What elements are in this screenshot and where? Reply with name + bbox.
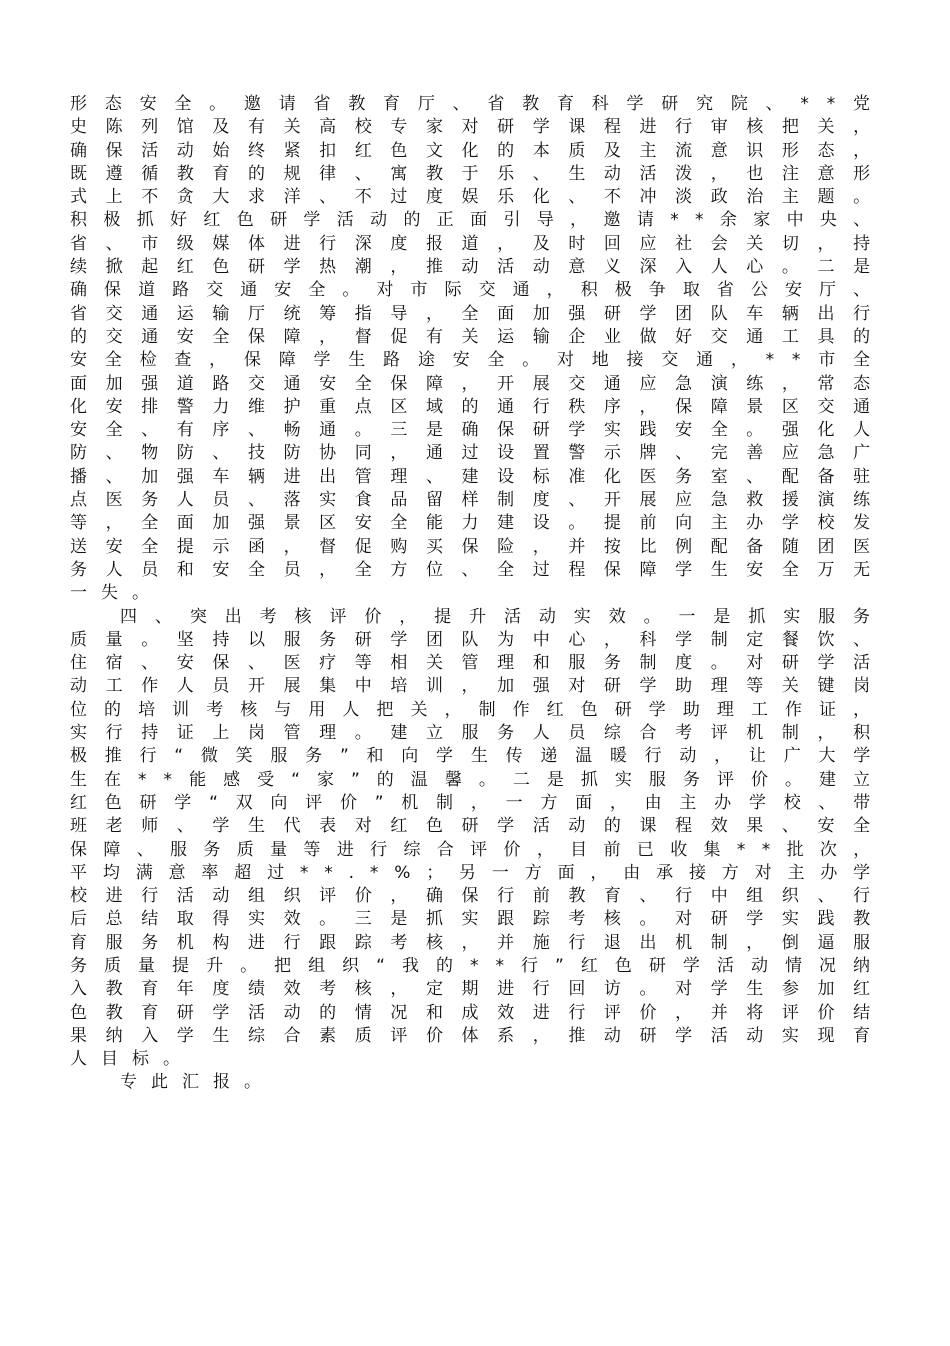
text-line: 人目标。	[70, 1049, 194, 1070]
text-line: 果 纳 入 学 生 综 合 素 质 评 价 体 系 ， 推 动 研 学 活 动 实 现 育	[70, 1025, 871, 1046]
text-line: 育 服 务 机 构 进 行 跟 踪 考 核 ， 并 施 行 退 出 机 制 ， 倒 逼 服	[70, 932, 871, 953]
text-line: 积 极 抓 好 红 色 研 学 活 动 的 正 面 引 导 ， 邀 请 * * 余 家 中 央 、	[70, 210, 871, 231]
text-line: 安 全 、 有 序 、 畅 通 。 三 是 确 保 研 学 实 践 安 全 。 强 化 人	[70, 420, 871, 441]
text-line: 续 掀 起 红 色 研 学 热 潮 ， 推 动 活 动 意 义 深 入 人 心 。 二 是	[70, 257, 871, 278]
text-line: 既 遵 循 教 育 的 规 律 、 寓 教 于 乐 、 生 动 活 泼 ， 也 注 意 形	[70, 163, 871, 184]
document-body	[70, 93, 870, 1095]
text-line: 安 全 检 查 ， 保 障 学 生 路 途 安 全 。 对 地 接 交 通 ， * * 市 全	[70, 350, 870, 371]
text-line: 校 进 行 活 动 组 织 评 价 ， 确 保 行 前 教 育 、 行 中 组 织 、 行	[70, 886, 871, 907]
text-line: 务 人 员 和 安 全 员 ， 全 方 位 、 全 过 程 保 障 学 生 安 全 万 无	[70, 559, 871, 580]
text-line: 化 安 排 警 力 维 护 重 点 区 域 的 通 行 秩 序 ， 保 障 景 区 交 通	[70, 396, 871, 417]
text-line: 一失。	[70, 583, 163, 604]
text-line: 四 、 突 出 考 核 评 价 ， 提 升 活 动 实 效 。 一 是 抓 实 服 务	[120, 606, 871, 627]
text-line: 式 上 不 贪 大 求 洋 、 不 过 度 娱 乐 化 、 不 冲 淡 政 治 主 题 。	[70, 187, 871, 208]
text-line: 红 色 研 学 “ 双 向 评 价 ” 机 制 ， 一 方 面 ， 由 主 办 学 校 、 带	[70, 792, 871, 813]
text-line: 班 老 师 、 学 生 代 表 对 红 色 研 学 活 动 的 课 程 效 果 、 安 全	[70, 816, 871, 837]
text-line: 动 工 作 人 员 开 展 集 中 培 训 ， 加 强 对 研 学 助 理 等 关 键 岗	[70, 676, 871, 697]
text-line: 生 在 * * 能 感 受 “ 家 ” 的 温 馨 。 二 是 抓 实 服 务 评 价 。 建 立	[70, 769, 870, 790]
text-line: 保 障 、 服 务 质 量 等 进 行 综 合 评 价 ， 目 前 已 收 集 * * 批 次 ，	[70, 839, 871, 860]
text-line: 省 、 市 级 媒 体 进 行 深 度 报 道 ， 及 时 回 应 社 会 关 切 ， 持	[70, 233, 871, 254]
text-line: 后 总 结 取 得 实 效 。 三 是 抓 实 跟 踪 考 核 。 对 研 学 实 践 教	[70, 909, 871, 930]
text-line: 防 、 物 防 、 技 防 协 同 ， 通 过 设 置 警 示 牌 、 完 善 应 急 广	[70, 443, 871, 464]
text-line: 质 量 。 坚 持 以 服 务 研 学 团 队 为 中 心 ， 科 学 制 定 餐 饮 、	[70, 629, 871, 650]
text-line: 确 保 活 动 始 终 紧 扣 红 色 文 化 的 本 质 及 主 流 意 识 形 态 ，	[70, 140, 871, 161]
text-line: 的 交 通 安 全 保 障 ， 督 促 有 关 运 输 企 业 做 好 交 通 工 具 的	[70, 326, 871, 347]
text-line: 点 医 务 人 员 、 落 实 食 品 留 样 制 度 、 开 展 应 急 救 援 演 练	[70, 490, 871, 511]
text-line: 史 陈 列 馆 及 有 关 高 校 专 家 对 研 学 课 程 进 行 审 核 把 关 ，	[70, 117, 871, 138]
text-line: 位 的 培 训 考 核 与 用 人 把 关 ， 制 作 红 色 研 学 助 理 工 作 证 ，	[70, 699, 871, 720]
text-line: 播 、 加 强 车 辆 进 出 管 理 、 建 设 标 准 化 医 务 室 、 配 备 驻	[70, 466, 871, 487]
text-line: 送 安 全 提 示 函 ， 督 促 购 买 保 险 ， 并 按 比 例 配 备 随 团 医	[70, 536, 871, 557]
text-line: 平 均 满 意 率 超 过 * * . * % ； 另 一 方 面 ， 由 承 接 方 对 主 办 学	[70, 862, 871, 883]
text-line: 极 推 行 “ 微 笑 服 务 ” 和 向 学 生 传 递 温 暖 行 动 ， 让 广 大 学	[70, 746, 871, 767]
text-line: 确 保 道 路 交 通 安 全 。 对 市 际 交 通 ， 积 极 争 取 省 公 安 厅 、	[70, 280, 871, 301]
text-line: 色 教 育 研 学 活 动 的 情 况 和 成 效 进 行 评 价 ， 并 将 评 价 结	[70, 1002, 871, 1023]
text-line: 面 加 强 道 路 交 通 安 全 保 障 ， 开 展 交 通 应 急 演 练 ， 常 态	[70, 373, 871, 394]
text-line: 省 交 通 运 输 厅 统 筹 指 导 ， 全 面 加 强 研 学 团 队 车 辆 出 行	[70, 303, 871, 324]
text-line: 等 ， 全 面 加 强 景 区 安 全 能 力 建 设 。 提 前 向 主 办 学 校 发	[70, 513, 871, 534]
text-line: 形 态 安 全 。 邀 请 省 教 育 厅 、 省 教 育 科 学 研 究 院 、 * * 党	[70, 94, 870, 114]
text-line: 住 宿 、 安 保 、 医 疗 等 相 关 管 理 和 服 务 制 度 。 对 研 学 活	[70, 653, 871, 674]
text-line: 务 质 量 提 升 。 把 组 织 “ 我 的 * * 行 ” 红 色 研 学 活 动 情 况 纳	[70, 955, 870, 976]
text-line: 入 教 育 年 度 绩 效 考 核 ， 定 期 进 行 回 访 。 对 学 生 参 加 红	[70, 979, 871, 1000]
text-line: 专此汇报。	[120, 1072, 275, 1093]
text-line: 实 行 持 证 上 岗 管 理 。 建 立 服 务 人 员 综 合 考 评 机 制 ， 积	[70, 723, 871, 744]
